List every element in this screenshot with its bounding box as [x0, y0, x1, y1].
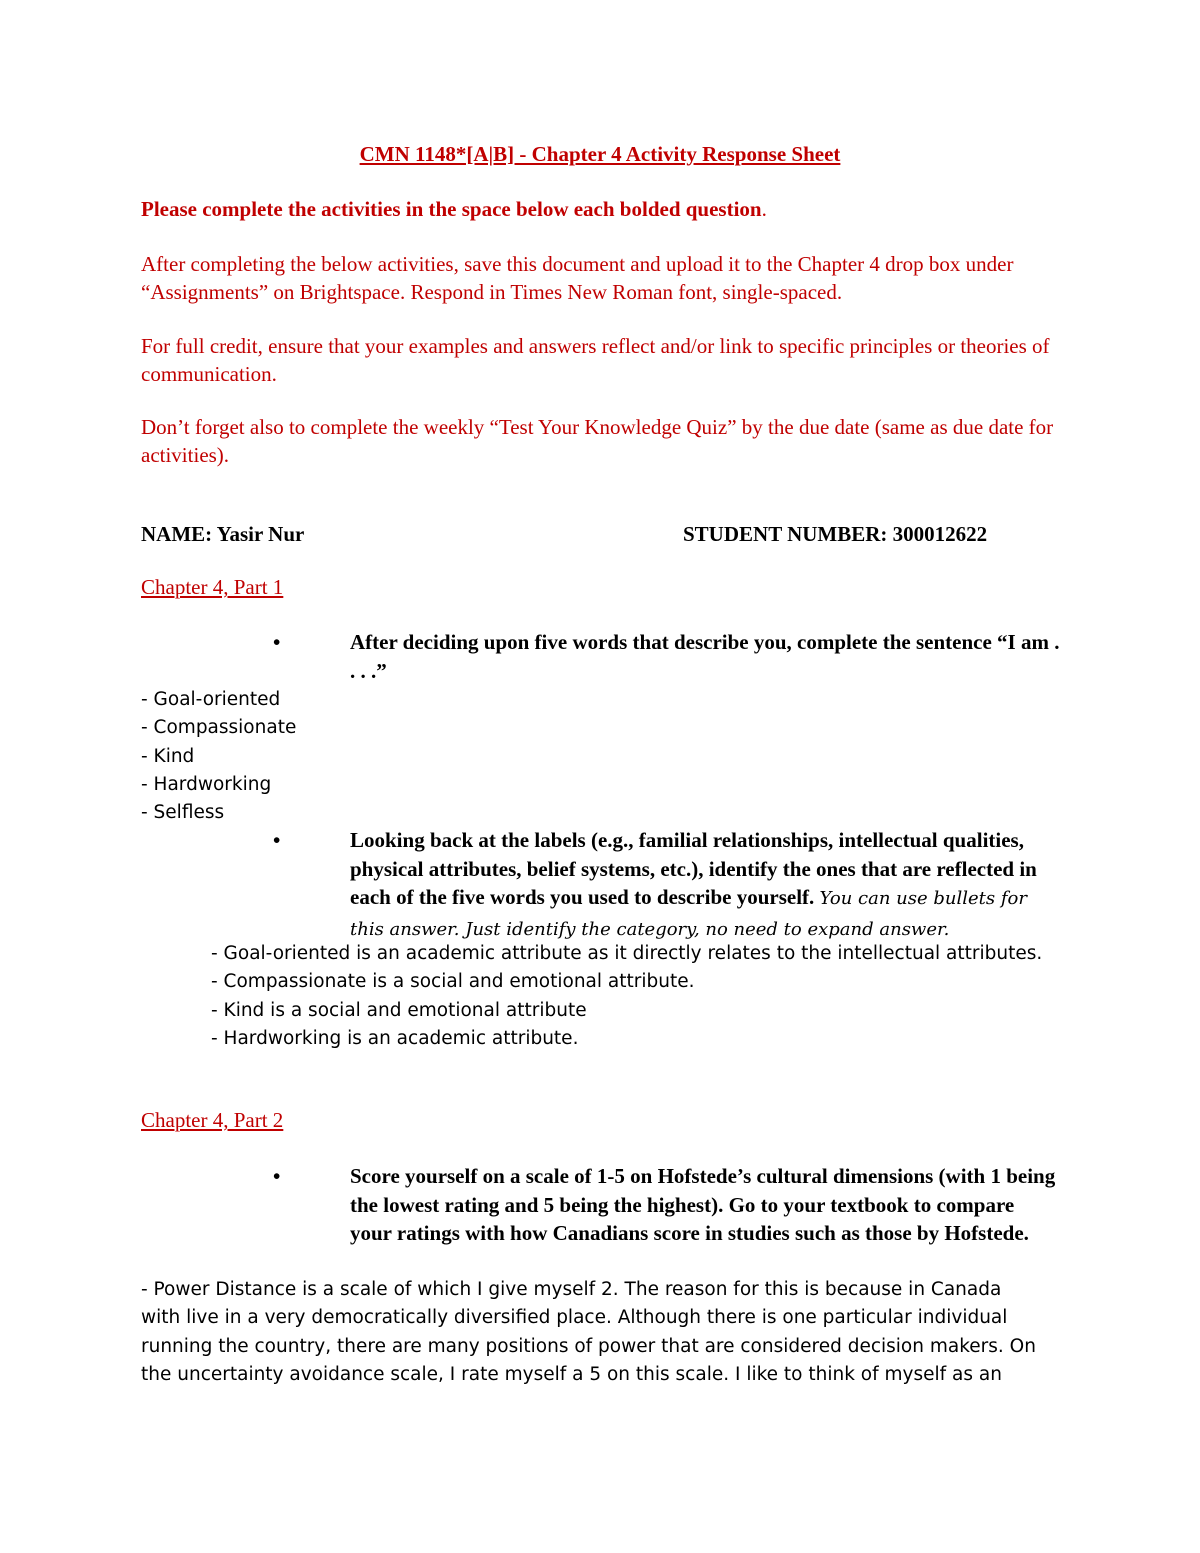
list-item: - Goal-oriented is an academic attribute as it directly relates to the intellectual attributes.	[211, 943, 1043, 964]
part1-question2-text: Looking back at the labels (e.g., familial relationships, intellectual qualities, physical attributes, belief systems, etc.), identify the ones that are reflected in each of the five words you used to describe yourself.	[350, 828, 1037, 909]
list-item: - Kind is a social and emotional attribute	[211, 999, 587, 1021]
part1-heading: Chapter 4, Part 1	[141, 575, 284, 599]
part2-answer	[141, 1276, 1036, 1389]
instruction-bold-period: .	[761, 197, 767, 221]
part1-question1-text: After deciding upon five words that describe you, complete the sentence “I am . . . .”	[350, 630, 1060, 683]
instruction-bold-text: Please complete the activities in the space below each bolded question	[141, 197, 762, 221]
instruction-bold	[141, 197, 767, 222]
part2-question1	[211, 1162, 1061, 1248]
list-item: - Kind	[141, 745, 195, 767]
bullet-icon: •	[273, 630, 281, 654]
instruction-upload: After completing the below activities, save this document and upload it to the Chapter 4 drop box under “Assignments” on Brightspace. Respond in Times New Roman font, single-spaced.	[141, 252, 1014, 304]
answer-line: with live in a very democratically diversified place. Although there is one particular individual	[141, 1307, 1008, 1329]
part2-heading: Chapter 4, Part 2	[141, 1108, 284, 1132]
part1-question2-note: You can use bullets for this answer. Just identify the category, no need to expand answer.	[350, 888, 1027, 940]
document-title: CMN 1148*[A|B] - Chapter 4 Activity Response Sheet	[359, 142, 841, 166]
answer-line: - Power Distance is a scale of which I give myself 2. The reason for this is because in Canada	[141, 1279, 1002, 1300]
answer-line: the uncertainty avoidance scale, I rate myself a 5 on this scale. I like to think of myself as an	[141, 1363, 1002, 1385]
bullet-icon: •	[273, 828, 281, 852]
student-number: STUDENT NUMBER: 300012622	[683, 522, 988, 546]
bullet-icon: •	[273, 1164, 281, 1188]
part1-question1	[211, 628, 1061, 685]
list-item: - Compassionate	[141, 717, 297, 739]
list-item: - Goal-oriented	[141, 689, 281, 710]
list-item: - Selfless	[141, 802, 225, 824]
answer-line: running the country, there are many positions of power that are considered decision makers. On	[141, 1335, 1036, 1357]
instruction-credit: For full credit, ensure that your examples and answers reflect and/or link to specific principles or theories of communication.	[141, 334, 1050, 386]
part1-answer1-list	[141, 686, 296, 827]
list-item: - Compassionate is a social and emotional attribute.	[211, 971, 695, 993]
part1-answer2-list	[211, 940, 1042, 1053]
part2-question1-text: Score yourself on a scale of 1-5 on Hofstede’s cultural dimensions (with 1 being the lowest rating and 5 being the highest). Go to your textbook to compare your ratings with how Canadians score in studies such as those by Hofstede.	[350, 1164, 1056, 1245]
list-item: - Hardworking	[141, 773, 272, 795]
list-item: - Hardworking is an academic attribute.	[211, 1027, 579, 1049]
part1-question2	[211, 826, 1061, 944]
student-name: NAME: Yasir Nur	[141, 522, 305, 546]
instruction-quiz: Don’t forget also to complete the weekly “Test Your Knowledge Quiz” by the due date (same as due date for activities).	[141, 415, 1054, 467]
